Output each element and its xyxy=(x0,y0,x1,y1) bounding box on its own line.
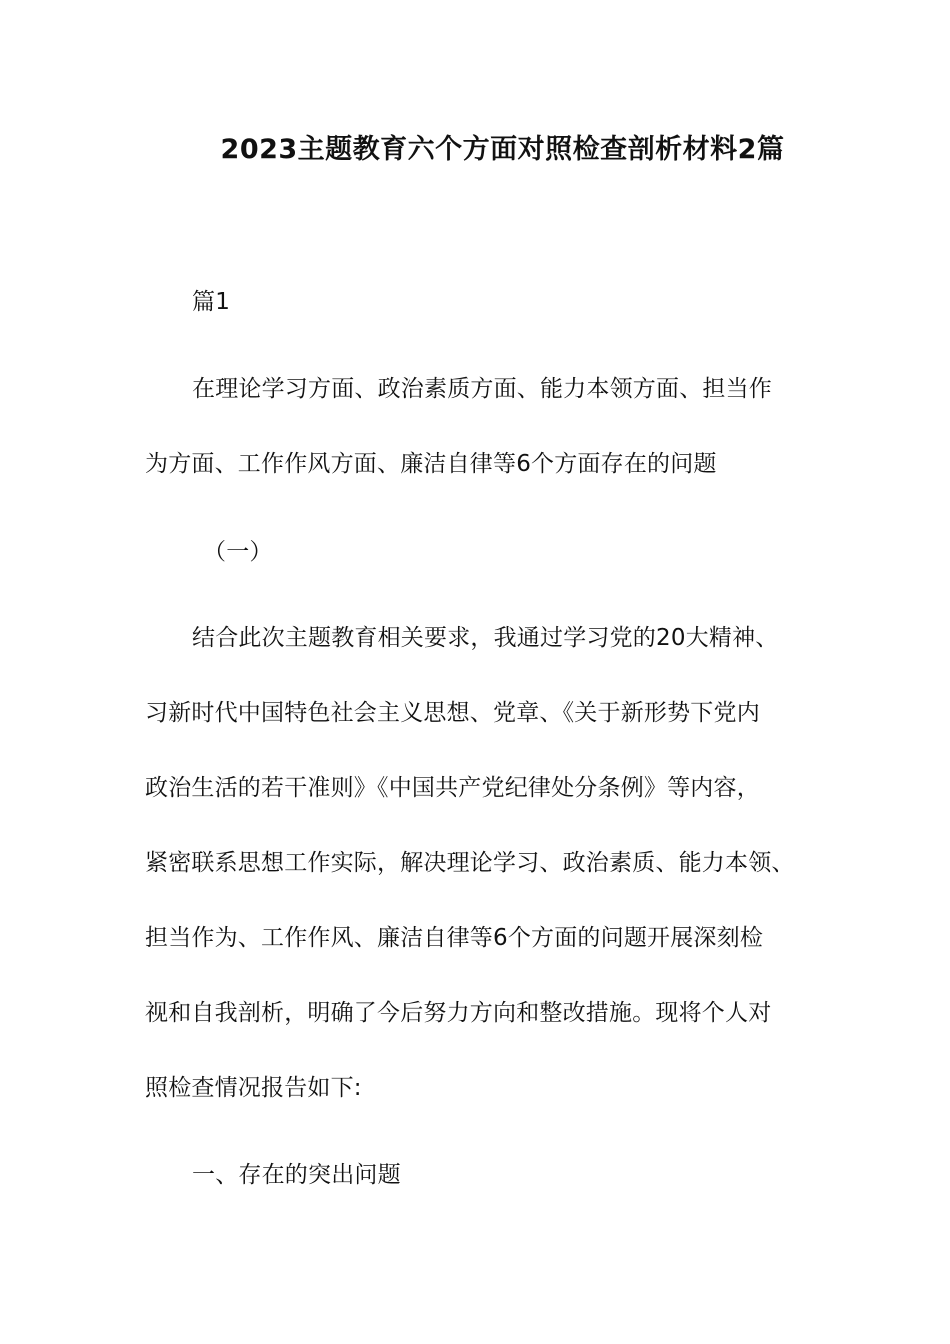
section-heading: 一、存在的突出问题 xyxy=(192,1162,401,1188)
document-title: 2023主题教育六个方面对照检查剖析材料2篇 xyxy=(220,134,785,165)
body-line: 习新时代中国特色社会主义思想、党章、《关于新形势下党内 xyxy=(145,700,760,726)
body-line: 视和自我剖析，明确了今后努力方向和整改措施。现将个人对 xyxy=(145,1000,772,1026)
subsection-label: （一） xyxy=(203,539,273,565)
intro-line: 为方面、工作作风方面、廉洁自律等6个方面存在的问题 xyxy=(145,451,717,477)
body-line: 担当作为、工作作风、廉洁自律等6个方面的问题开展深刻检 xyxy=(145,925,764,951)
body-line: 紧密联系思想工作实际，解决理论学习、政治素质、能力本领、 xyxy=(145,850,795,876)
intro-line: 在理论学习方面、政治素质方面、能力本领方面、担当作 xyxy=(192,376,772,402)
section-label: 篇1 xyxy=(192,289,231,315)
body-line: 政治生活的若干准则》《中国共产党纪律处分条例》等内容， xyxy=(145,775,760,801)
body-line: 照检查情况报告如下: xyxy=(145,1075,362,1101)
body-line: 结合此次主题教育相关要求，我通过学习党的20大精神、 xyxy=(192,625,779,651)
